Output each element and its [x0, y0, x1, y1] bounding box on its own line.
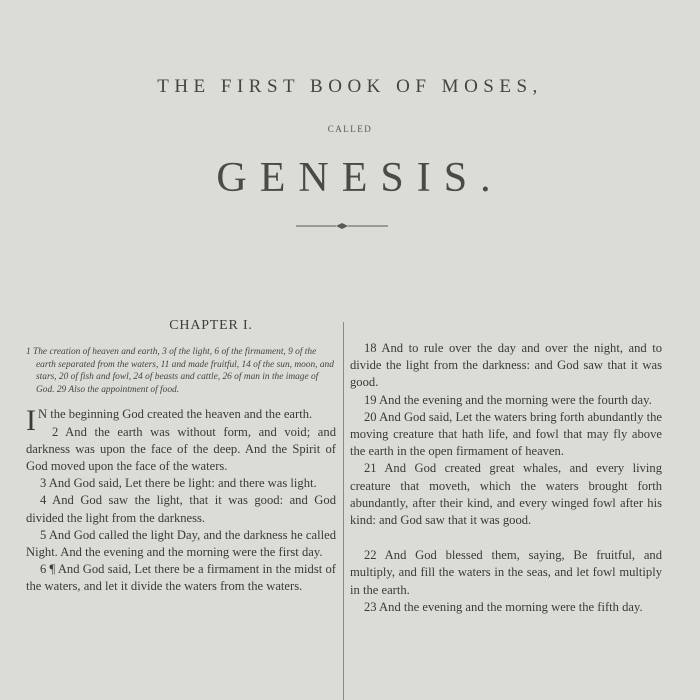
called-label: CALLED	[327, 124, 373, 134]
left-column	[26, 318, 336, 596]
verse-23: 23 And the evening and the morning were the fifth day.	[364, 599, 643, 614]
verse-20: 20 And God said, Let the waters bring forth abundantly the moving creature that hath life, and fowl that may fly above the earth in the open firmament of heaven.	[350, 409, 662, 459]
book-title: GENESIS.	[216, 155, 504, 201]
verse-22: 22 And God blessed them, saying, Be fruitful, and multiply, and fill the waters in the seas, and let fowl multiply in the earth.	[350, 548, 662, 597]
ornament-divider-icon	[296, 220, 388, 232]
verse-1-text: N the beginning God created the heaven and the earth.	[38, 407, 313, 422]
verse-5: 5 And God called the light Day, and the darkness he called Night. And the evening and the morning were the first day.	[26, 527, 336, 559]
column-divider	[343, 322, 344, 700]
chapter-heading: CHAPTER I.	[169, 318, 253, 333]
verse-gap	[350, 529, 662, 547]
right-column	[350, 340, 662, 616]
verse-6: 6 ¶ And God said, Let there be a firmament in the midst of the waters, and let it divide the waters from the waters.	[26, 562, 336, 594]
verse-19: 19 And the evening and the morning were the fourth day.	[364, 392, 652, 407]
dropcap-letter: I	[26, 404, 36, 438]
verse-2: 2 And the earth was without form, and void; and darkness was upon the face of the deep. And the Spirit of God moved upon the face of the waters.	[26, 424, 336, 473]
verse-1	[26, 404, 336, 438]
verse-21: 21 And God created great whales, and every living creature that moveth, which the waters brought forth abundantly, after their kind, and every winged fowl after his kind: and God saw that it was good.	[350, 461, 662, 528]
verse-4: 4 And God saw the light, that it was good: and God divided the light from the darkness.	[26, 493, 336, 525]
verse-18: 18 And to rule over the day and over the night, and to divide the light from the darkness: and God saw that it was good.	[350, 341, 662, 390]
verse-3: 3 And God said, Let there be light: and there was light.	[40, 476, 317, 491]
chapter-summary: 1 The creation of heaven and earth, 3 of the light, 6 of the firmament, 9 of the earth separated from the waters, 11 and made fruitful, 14 of the sun, moon, and stars, 20 of fish and fowl, 24 of beasts and cattle, 26 of man in the image of God. 29 Also the appointment of food.	[26, 347, 334, 395]
book-heading: THE FIRST BOOK OF MOSES,	[157, 76, 543, 97]
